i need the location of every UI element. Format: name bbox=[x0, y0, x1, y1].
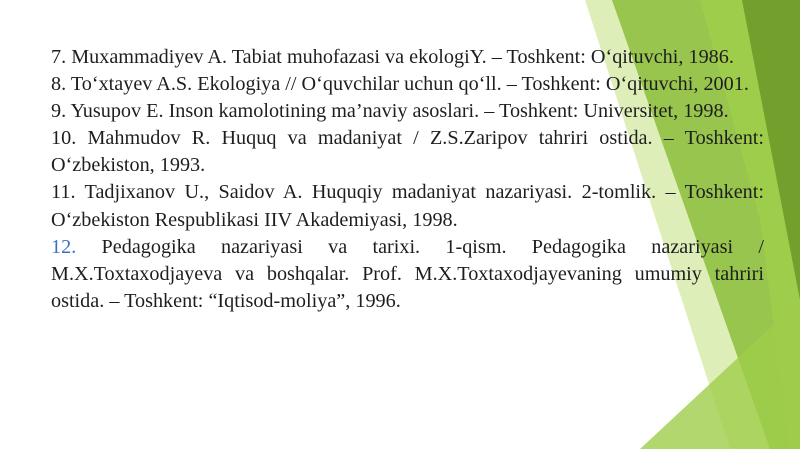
reference-number: 8. bbox=[51, 73, 67, 96]
reference-text: Mahmudov R. Huquq va madaniyat / Z.S.Zaripov tahriri ostida. – Toshkent: O‘zbekiston, 1993. bbox=[51, 127, 765, 177]
reference-number: 9. bbox=[51, 100, 67, 123]
reference-item bbox=[51, 71, 764, 98]
reference-item bbox=[51, 44, 764, 71]
reference-text: Pedagogika nazariyasi va tarixi. 1-qism. Pedagogika nazariyasi / M.X.Toxtaxodjayeva va boshqalar. Prof. M.X.Toxtaxodjayevaning umumiy tahriri ostida. – Toshkent: “Iqtisod-moliya”, 1996. bbox=[51, 235, 764, 312]
reference-text: To‘xtayev A.S. Ekologiya // O‘quvchilar uchun qo‘ll. – Toshkent: O‘qituvchi, 2001. bbox=[70, 73, 749, 96]
reference-item bbox=[51, 98, 764, 125]
reference-list bbox=[51, 44, 764, 315]
reference-text: Tadjixanov U., Saidov A. Huquqiy madaniyat nazariyasi. 2-tomlik. – Toshkent: O‘zbekiston Respublikasi IIV Akademiyasi, 1998. bbox=[51, 181, 764, 231]
reference-number: 7. bbox=[51, 46, 67, 68]
reference-item bbox=[51, 234, 764, 315]
reference-item bbox=[51, 179, 764, 233]
reference-number: 12. bbox=[51, 235, 77, 258]
reference-number: 10. bbox=[51, 127, 77, 150]
reference-number: 11. bbox=[51, 181, 76, 204]
reference-text: Muxammadiyev A. Tabiat muhofazasi va ekologiY. – Toshkent: O‘qituvchi, 1986. bbox=[71, 46, 734, 68]
reference-text: Yusupov E. Inson kamolotining ma’naviy asoslari. – Toshkent: Universitet, 1998. bbox=[70, 100, 729, 123]
reference-item bbox=[51, 125, 764, 179]
